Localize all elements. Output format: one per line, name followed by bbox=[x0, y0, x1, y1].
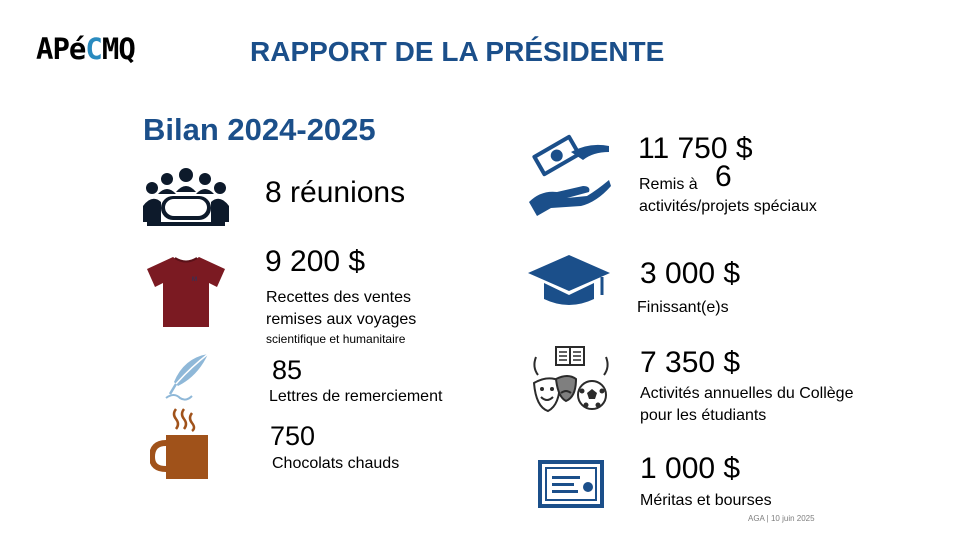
certificate-icon bbox=[538, 460, 604, 510]
letters-label: Lettres de remerciement bbox=[269, 388, 443, 405]
sales-value: 9 200 $ bbox=[265, 245, 366, 278]
letters-value: 85 bbox=[272, 355, 303, 385]
graduation-cap-icon bbox=[528, 253, 610, 309]
special-label-2: activités/projets spéciaux bbox=[639, 198, 817, 215]
footer-text: AGA | 10 juin 2025 bbox=[748, 514, 815, 523]
money-hand-icon bbox=[527, 130, 611, 216]
sales-label-1: Recettes des ventes bbox=[266, 289, 411, 306]
special-value: 11 750 $ bbox=[638, 132, 753, 165]
quill-icon bbox=[162, 352, 212, 404]
hot-mug-icon bbox=[150, 407, 212, 481]
sales-label-2: remises aux voyages bbox=[266, 311, 417, 328]
special-count: 6 bbox=[715, 160, 732, 193]
chocolates-label: Chocolats chauds bbox=[272, 455, 400, 472]
apecmq-logo: APéCMQ bbox=[36, 32, 135, 66]
svg-text:M: M bbox=[192, 277, 197, 283]
graduates-value: 3 000 $ bbox=[640, 257, 741, 290]
chocolates-value: 750 bbox=[270, 421, 316, 451]
tshirt-icon bbox=[145, 255, 227, 327]
merits-label: Méritas et bourses bbox=[640, 492, 772, 509]
merits-value: 1 000 $ bbox=[640, 452, 741, 485]
sales-label-3: scientifique et humanitaire bbox=[266, 332, 406, 346]
meetings-value: 8 réunions bbox=[265, 176, 406, 209]
page-title: RAPPORT DE LA PRÉSIDENTE bbox=[250, 36, 665, 67]
activities-icon bbox=[530, 345, 612, 415]
bilan-heading: Bilan 2024-2025 bbox=[143, 112, 376, 147]
activities-label-1: Activités annuelles du Collège bbox=[640, 385, 854, 402]
activities-label-2: pour les étudiants bbox=[640, 407, 767, 424]
meeting-people-icon bbox=[143, 166, 229, 228]
graduates-label: Finissant(e)s bbox=[637, 299, 729, 316]
special-label-prefix: Remis à bbox=[639, 176, 698, 193]
activities-value: 7 350 $ bbox=[640, 346, 741, 379]
